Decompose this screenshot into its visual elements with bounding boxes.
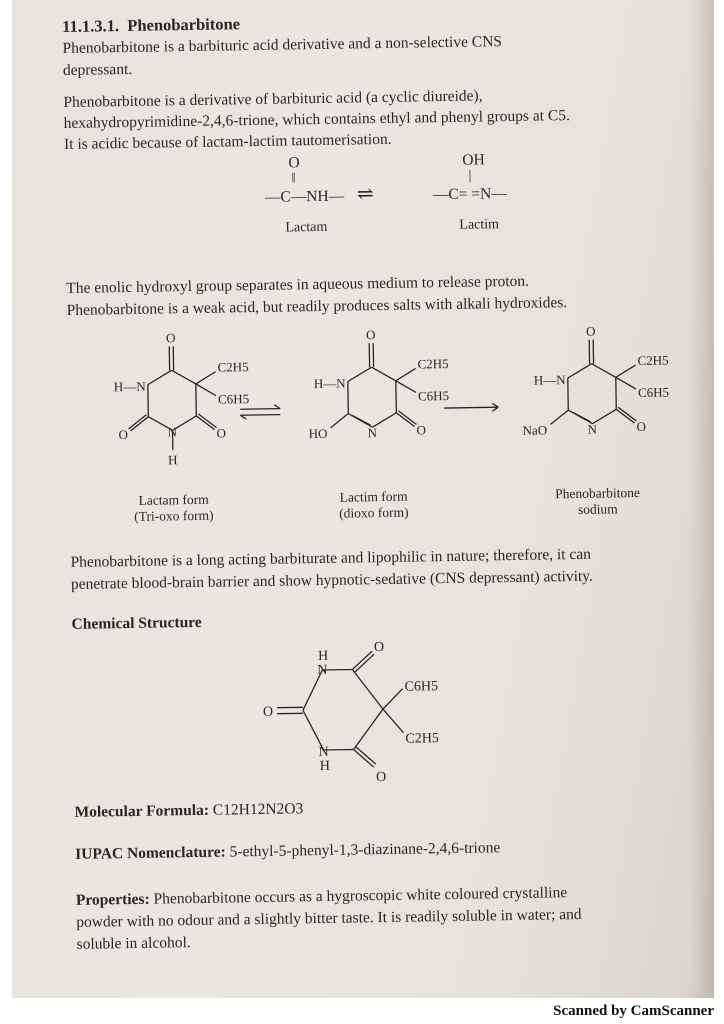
para4-line1: Phenobarbitone is a long acting barbiturate and lipophilic in nature; therefore, it can <box>70 545 592 571</box>
chemical-structure-heading: Chemical Structure <box>71 613 202 633</box>
sodium-nitrogen: N <box>587 421 598 437</box>
para2-line1: Phenobarbitone is a derivative of barbituric acid (a cyclic diureide), <box>63 87 483 111</box>
sodium-form-label: Phenobarbitone <box>555 484 641 502</box>
lactim-hydroxyl: HO <box>308 425 328 442</box>
sodium-nh: H—N <box>533 372 566 388</box>
lactim-form-sublabel: (dioxo form) <box>339 504 409 521</box>
lactam-chain: —C—NH— <box>264 187 345 206</box>
iupac-label: IUPAC Nomenclature: <box>75 843 226 863</box>
para2-line3: It is acidic because of lactam-lactim tautomerisation. <box>63 130 392 153</box>
structure-o-left: O <box>262 704 274 720</box>
sodium-ethyl: C2H5 <box>637 352 669 369</box>
properties-label: Properties: <box>75 890 150 909</box>
lactam-double-bond: ‖ <box>291 171 296 187</box>
lactam-ethyl: C2H5 <box>217 359 249 375</box>
lactam-top-oxygen: O <box>165 330 176 346</box>
structure-o-top: O <box>373 640 385 656</box>
para2-line2: hexahydropyrimidine-2,4,6-trione, which contains ethyl and phenyl groups at C5. <box>63 107 571 132</box>
structure-ethyl: C2H5 <box>405 731 440 747</box>
sodium-top-oxygen: O <box>585 323 596 339</box>
lactam-nh-top: H—N <box>113 378 146 395</box>
molecular-formula-value: C12H12N2O3 <box>212 800 304 819</box>
para4-line2: penetrate blood-brain barrier and show hypnotic-sedative (CNS depressant) activity. <box>70 567 593 593</box>
lactam-right-oxygen: O <box>216 425 227 441</box>
lactim-ethyl: C2H5 <box>417 355 449 372</box>
molecular-formula-label: Molecular Formula: <box>74 801 210 821</box>
lactam-bottom-hydrogen: H <box>167 452 178 468</box>
lactam-form-sublabel: (Tri-oxo form) <box>134 507 214 524</box>
scanner-watermark: Scanned by CamScanner <box>553 1003 714 1019</box>
lactam-label: Lactam <box>285 219 328 236</box>
tautomer-arrow: ⇌ <box>356 183 374 206</box>
structure-o-bottom: O <box>375 770 387 786</box>
lactam-form-label: Lactam form <box>138 491 209 508</box>
lactim-phenyl: C6H5 <box>417 387 450 404</box>
para3-line2: Phenobarbitone is a weak acid, but readily produces salts with alkali hydroxides. <box>66 294 568 319</box>
lactam-lactim-scheme <box>244 150 575 247</box>
sodium-form-sublabel: sodium <box>577 501 618 517</box>
tautomer-forms-figure <box>67 316 700 536</box>
lactam-left-oxygen: O <box>118 427 129 443</box>
para1-line1: Phenobarbitone is a barbituric acid derivative and a non-selective CNS <box>62 33 503 57</box>
structure-h-top: H <box>318 648 329 665</box>
sodium-phenyl: C6H5 <box>637 384 670 400</box>
lactim-form-label: Lactim form <box>339 488 408 505</box>
structure-phenyl: C6H5 <box>404 679 439 695</box>
lactim-hydroxyl: OH <box>462 151 485 169</box>
lactam-bottom-nitrogen: N <box>167 424 178 440</box>
properties-line2: powder with no odour and a slightly bitter taste. It is readily soluble in water; and <box>76 905 582 931</box>
properties-line3: soluble in alcohol. <box>76 934 191 953</box>
section-heading <box>62 15 240 36</box>
structure-h-bottom: H <box>319 758 331 775</box>
phenobarbitone-structure <box>262 627 484 790</box>
lactim-chain: —C= =N— <box>432 185 507 204</box>
iupac-value: 5-ethyl-5-phenyl-1,3-diazinane-2,4,6-trione <box>229 839 501 861</box>
structure-n-top: N <box>317 662 328 679</box>
lactim-right-oxygen: O <box>416 422 427 438</box>
lactim-nitrogen: N <box>367 425 378 441</box>
lactim-label: Lactim <box>459 217 500 233</box>
section-number: 11.1.3.1. <box>62 16 120 36</box>
molecular-formula <box>74 800 303 822</box>
sodium-right-oxygen: O <box>636 418 647 435</box>
lactam-phenyl: C6H5 <box>217 391 250 407</box>
sodium-naO: NaO <box>522 422 548 438</box>
lactim-top-oxygen: O <box>365 327 376 343</box>
lactim-single-bond: | <box>468 168 472 184</box>
structure-n-bottom: N <box>318 744 329 761</box>
section-title: Phenobarbitone <box>127 14 241 35</box>
properties-text-1: Phenobarbitone occurs as a hygroscopic white coloured crystalline <box>153 884 568 908</box>
para3-line1: The enolic hydroxyl group separates in aqueous medium to release proton. <box>66 272 530 297</box>
para1-line2: depressant. <box>62 60 133 79</box>
lactim-nh: H—N <box>313 375 346 392</box>
lactam-oxygen: O <box>288 154 300 172</box>
